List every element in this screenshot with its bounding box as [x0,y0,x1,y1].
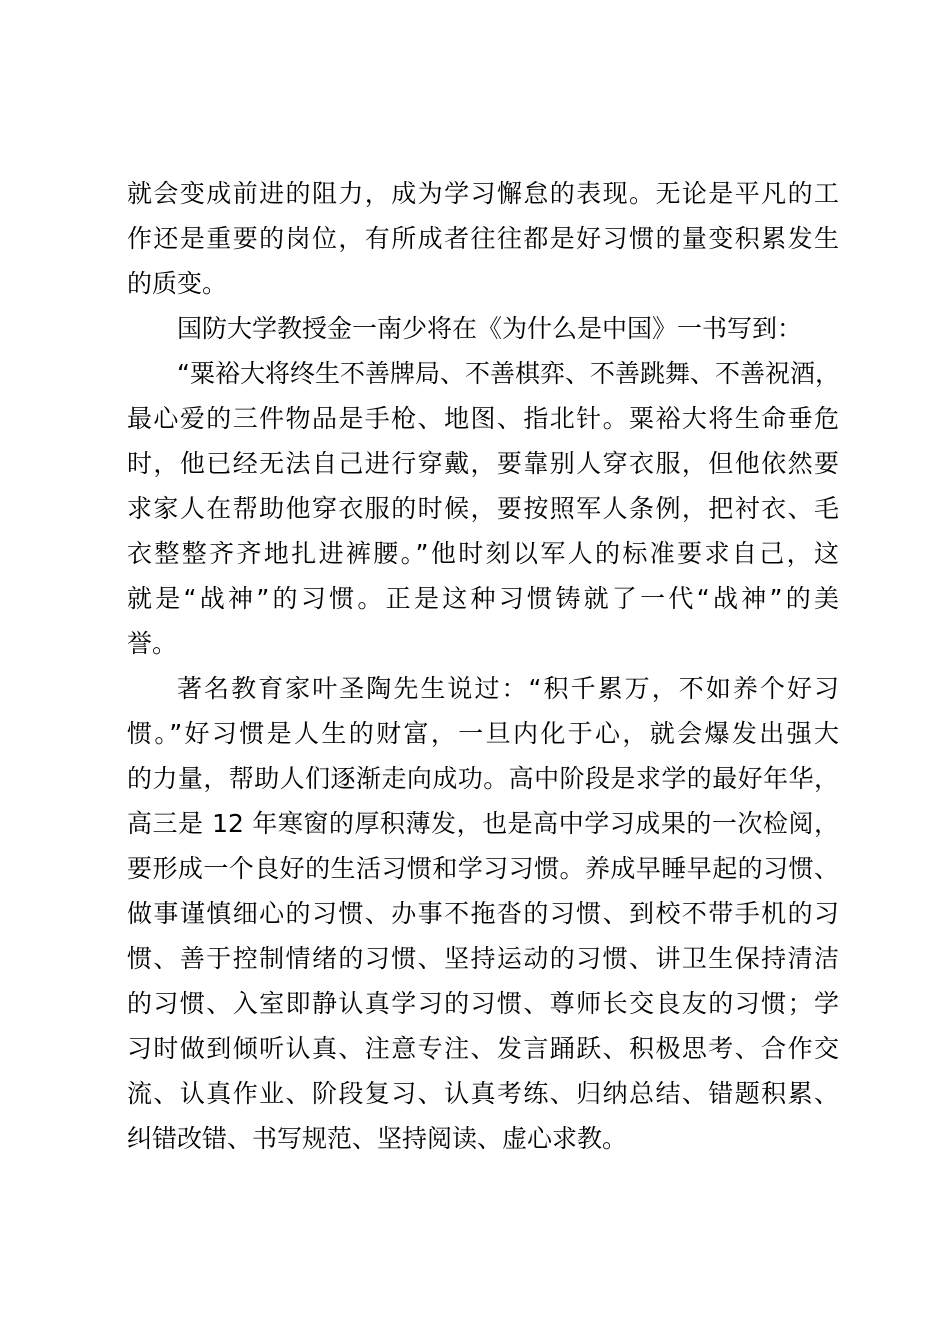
text-line: 求家人在帮助他穿衣服的时候，要按照军人条例，把衬衣、毛 [127,494,839,523]
document-body [127,171,839,1161]
text-line: 最心爱的三件物品是手枪、地图、指北针。粟裕大将生命垂危 [127,404,839,433]
text-line: 时，他已经无法自己进行穿戴，要靠别人穿衣服，但他依然要 [127,449,839,478]
text-line: 惯。”好习惯是人生的财富，一旦内化于心，就会爆发出强大 [127,719,839,748]
paragraph-1 [127,171,839,306]
paragraph-3 [127,351,839,666]
text-line: 做事谨慎细心的习惯、办事不拖沓的习惯、到校不带手机的习 [127,899,839,928]
text-line: 要形成一个良好的生活习惯和学习习惯。养成早睡早起的习惯、 [127,854,839,883]
text-line: 就是“战神”的习惯。正是这种习惯铸就了一代“战神”的美 [127,584,839,613]
text-line: 习时做到倾听认真、注意专注、发言踊跃、积极思考、合作交 [127,1034,839,1063]
text-line: “粟裕大将终生不善牌局、不善棋弈、不善跳舞、不善祝酒， [177,359,840,388]
text-line: 誉。 [127,629,178,658]
text-line: 惯、善于控制情绪的习惯、坚持运动的习惯、讲卫生保持清洁 [127,944,839,973]
paragraph-2 [127,306,839,351]
text-line: 国防大学教授金一南少将在《为什么是中国》一书写到： [177,314,803,343]
text-line: 的质变。 [127,269,228,298]
text-line: 衣整整齐齐地扎进裤腰。”他时刻以军人的标准要求自己，这 [127,539,839,568]
text-line: 高三是 12 年寒窗的厚积薄发，也是高中学习成果的一次检阅， [127,809,839,838]
text-line: 作还是重要的岗位，有所成者往往都是好习惯的量变积累发生 [127,224,839,253]
text-line: 纠错改错、书写规范、坚持阅读、虚心求教。 [127,1124,628,1153]
text-line: 就会变成前进的阻力，成为学习懈怠的表现。无论是平凡的工 [127,179,839,208]
paragraph-4 [127,666,839,1161]
text-line: 的习惯、入室即静认真学习的习惯、尊师长交良友的习惯；学 [127,989,839,1018]
text-line: 流、认真作业、阶段复习、认真考练、归纳总结、错题积累、 [127,1079,839,1108]
text-line: 著名教育家叶圣陶先生说过：“积千累万，不如养个好习 [177,674,839,703]
text-line: 的力量，帮助人们逐渐走向成功。高中阶段是求学的最好年华， [127,764,839,793]
